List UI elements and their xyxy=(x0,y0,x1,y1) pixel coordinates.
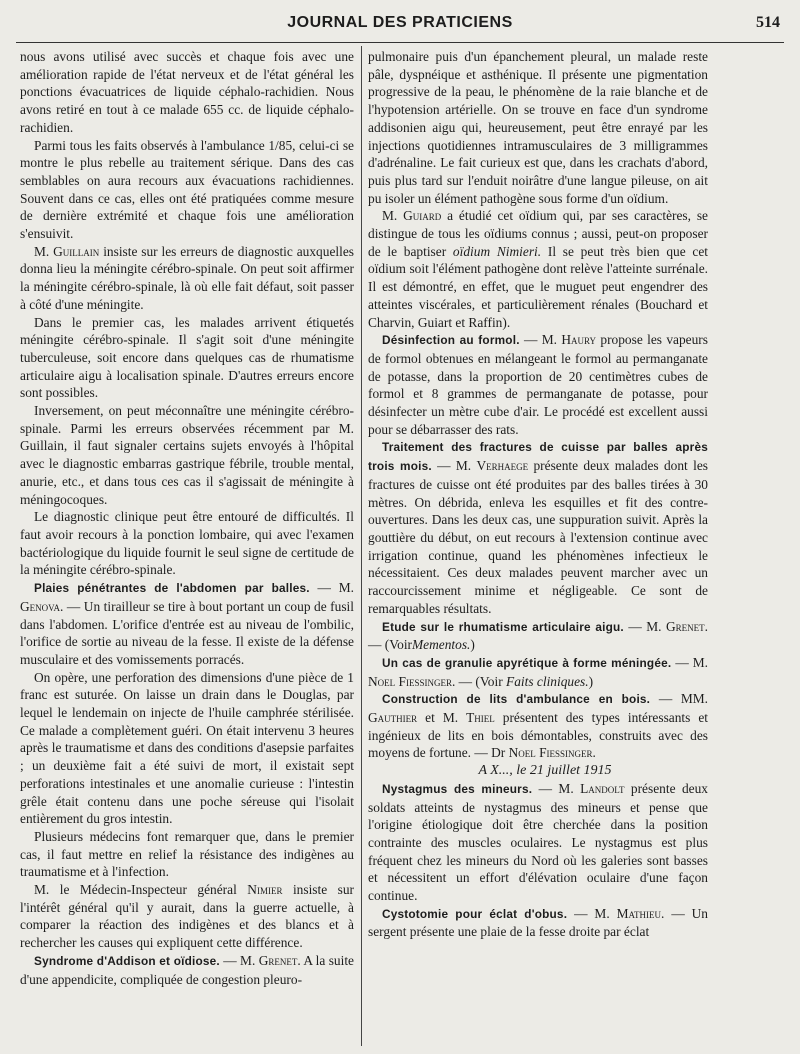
right-column xyxy=(368,48,708,941)
author-name: Grenet. xyxy=(665,618,708,634)
paragraph: On opère, une perforation des dimensions d'une pièce de 1 franc est suturée. On laisse un drain dans le Douglas, par lequel le lendemain on injecte de l'huile camphrée stérilisée. Ce malade a complètement guéri. On était intervenu 3 heures après le traumatisme et dans des conditions d'asepsie parfaites ; un deuxième fait a été suivi de mort, il existait sept perforations intestinales et une anomalie curieuse : l'intestin grêle était contenu dans une poche séreuse qui l'isolait entièrement du gros intestin. xyxy=(20,669,354,827)
section-heading: Traitement des fractures de cuisse par balles après trois mois. xyxy=(368,440,708,474)
section-paragraph xyxy=(20,952,354,988)
text: — M. xyxy=(524,332,557,348)
text: insiste sur l'intérêt général qu'il y aurait, dans la guerre actuelle, à comparer la réaction des indigènes et des blancs et à rechercher les causes qui expliquent cette différence. xyxy=(20,882,355,951)
section-paragraph xyxy=(368,905,708,941)
text: A la suite d'une appendicite, compliquée de congestion pleuro- xyxy=(20,952,354,987)
section-heading: Nystagmus des mineurs. xyxy=(382,781,533,796)
section-paragraph xyxy=(368,780,708,905)
text: — M. xyxy=(223,952,256,968)
text: — M. xyxy=(675,654,708,670)
left-column xyxy=(20,48,354,988)
author-name: Haury xyxy=(561,332,597,348)
section-heading: Un cas de granulie apyrétique à forme méningée. xyxy=(382,655,672,670)
section-heading: Construction de lits d'ambulance en bois. xyxy=(382,692,651,707)
text: — Un tirailleur se tire à bout portant un coup de fusil dans l'abdomen. L'orifice d'entrée est au niveau de l'ombilic, l'orifice de sortie au niveau de la fesse. Il existe de la défense musculaire et des vomissements porracés. xyxy=(20,598,354,667)
italic-term: oïdium Nimieri. xyxy=(452,243,542,259)
paragraph: nous avons utilisé avec succès et chaque fois avec une amélioration rapide de l'état nerveux et de l'état général les ponctions évacuatrices de liquide céphalo-rachidien. Nous avons retiré en tout à ce malade 655 cc. de liquide céphalo-rachidien. xyxy=(20,49,354,135)
text: — MM. xyxy=(658,691,708,707)
text: ) xyxy=(470,637,475,653)
paragraph xyxy=(20,881,354,952)
section-heading: Cystotomie pour éclat d'obus. xyxy=(382,906,568,921)
page-header xyxy=(0,12,800,38)
paragraph: Dans le premier cas, les malades arrivent étiquetés méningite cérébro-spinale. Il s'agit soit d'une méningite tuberculeuse, soit encore dans quelques cas de rhumatisme articulaire aigu à localisation spinale. D'autres erreurs encore sont possibles. xyxy=(20,314,354,401)
author-name: Gauthier xyxy=(368,710,418,726)
section-heading: Etude sur le rhumatisme articulaire aigu. xyxy=(382,619,624,634)
text: M. xyxy=(382,208,398,224)
section-paragraph xyxy=(368,618,708,654)
header-rule xyxy=(16,42,784,43)
paragraph: Parmi tous les faits observés à l'ambulance 1/85, celui-ci se montre le plus rebelle au traitement sérique. Dans des cas semblables on aura recours aux évacuations rachidiennes. Souvent dans ce cas, elles ont été pratiquées comme mesure de dernière extrémité et chaque fois une amélioration s'ensuivit. xyxy=(20,137,354,242)
section-heading: Plaies pénétrantes de l'abdomen par balles. xyxy=(34,581,310,596)
text: M. xyxy=(34,243,50,259)
section-paragraph xyxy=(368,654,708,690)
author-name: Noel Fiessinger. xyxy=(368,673,456,689)
section-paragraph xyxy=(368,690,708,762)
text: a étudié cet oïdium qui, par ses caractères, se distingue de tous les oïdiums connus ; aussi, peut-on proposer de le baptiser xyxy=(368,208,708,259)
author-name: Verhaege xyxy=(476,458,529,474)
author-name: Nimier xyxy=(247,882,283,898)
column-divider xyxy=(361,46,362,1046)
dateline: A X..., le 21 juillet 1915 xyxy=(478,763,612,779)
section-heading: Syndrome d'Addison et oïdiose. xyxy=(34,953,220,968)
author-name: Landolt xyxy=(580,780,625,796)
section-paragraph xyxy=(368,331,708,438)
author-name: Grenet. xyxy=(258,952,301,968)
paragraph: Plusieurs médecins font remarquer que, dans le premier cas, il faut mettre en relief la résistance des indigènes au traumatisme et à l'infection. xyxy=(20,828,354,880)
text: — (Voir xyxy=(458,673,503,689)
paragraph xyxy=(368,207,708,331)
section-heading: Désinfection au formol. xyxy=(382,333,520,348)
text: présentent des types intéressants et ingénieux de lits en bois démontables, construits avec des moyens de fortune. — Dr xyxy=(368,710,709,761)
author-name: Genova. xyxy=(20,598,64,614)
text: — (Voir xyxy=(368,637,413,653)
section-paragraph xyxy=(368,438,708,617)
author-name: Thiel xyxy=(466,710,495,726)
text: — M. xyxy=(437,458,472,474)
text: — M. xyxy=(538,780,574,796)
signature-name: Noel Fiessinger. xyxy=(508,745,596,761)
italic-reference: Faits cliniques. xyxy=(506,673,589,689)
text: propose les vapeurs de formol obtenues en mélangeant le formol au permanganate de potasse, dans la proportion de 20 centimètres cubes de formol et 8 grammes de permanganate de potasse, pour désinfecter un mètre cube d'air. Le procédé est excellent aussi pour se débarrasser des rats. xyxy=(368,332,708,437)
author-name: Guiard xyxy=(403,208,442,224)
author-name: Guillain xyxy=(53,243,100,259)
text: ) xyxy=(588,673,594,689)
text: présente deux malades dont les fractures de cuisse ont été produites par des balles tirées à 30 mètres. On débrida, enleva les esquilles et fit des contre-ouvertures. Dans les deux cas, une suppuration suivit. Après la gouttière du début, on eut recours à l'extension continue avec irrigation continue, quand les phénomènes infectieux le nécessitaient. Ces deux malades peuvent marcher avec un raccourcissement minime et négligeable. Ce sont de remarquables résultats. xyxy=(368,458,708,616)
text: présente deux soldats atteints de nystagmus des mineurs et pense que l'origine étiologique doit être cherchée dans la position contrainte des muscles oculaires. Le nystagmus est plus fréquent chez les mineurs du Nord où les galeries sont basses et nécessitent un effort d'élévation oculaire d'une façon continue. xyxy=(368,780,708,904)
journal-title: JOURNAL DES PRATICIENS xyxy=(287,14,513,31)
author-name: Mathieu. xyxy=(616,905,665,921)
text: — M. xyxy=(574,905,610,921)
paragraph: pulmonaire puis d'un épanchement pleural, un malade reste pâle, dyspnéique et asthénique. Il présente une pigmentation progressive de la peau, le phénomène de la raie blanche et de l'hypotension artérielle. On se trouve en face d'un syndrome addisonien aigu qui, heureusement, peut être enrayé par les injections quotidiennes intramusculaires de 3 milligrammes d'adrénaline. Le fait curieux est que, dans les crachats d'abord, puis plus tard sur l'enduit noirâtre d'une langue pileuse, on ait pu isoler un élément pathogène sous forme d'un oïdium. xyxy=(368,49,708,206)
page-number: 514 xyxy=(756,14,780,31)
text: — M. xyxy=(317,580,354,596)
text: Il se peut très bien que cet oïdium soit l'élément pathogène dont relève l'atteinte surrénale. Il est démontré, en effet, que le muguet peut engendrer des atteintes viscérales, et particulièrement rénales (Bouchard et Charvin, Guiart et Raffin). xyxy=(368,243,709,330)
italic-reference: Mementos. xyxy=(412,637,471,653)
text: et M. xyxy=(425,710,459,726)
paragraph: Inversement, on peut méconnaître une méningite cérébro-spinale. Parmi les erreurs observées récemment par M. Guillain, il faut signaler certains sujets envoyés à l'hôpital avec le diagnostic embarras gastrique fébrile, trouble mental, anurie, etc., et dans tous ces cas il s'agissait de méningite à méningocoques. xyxy=(20,403,354,507)
text: — M. xyxy=(628,618,662,634)
paragraph xyxy=(20,243,354,314)
paragraph: Le diagnostic clinique peut être entouré de difficultés. Il faut avoir recours à la ponction lombaire, qui avec l'examen bactériologique du liquide fournit le seul signe de certitude de la méningite cérébro-spinale. xyxy=(20,509,354,578)
section-paragraph xyxy=(20,579,354,669)
text: — Un sergent présente une plaie de la fesse droite par éclat xyxy=(368,905,708,940)
text: insiste sur les erreurs de diagnostic auxquelles donna lieu la méningite cérébro-spinale. On peut soit affirmer la méningite cérébro-spinale, là où elle fait défaut, soit passer à côté d'une méningite. xyxy=(20,243,354,312)
text: M. le Médecin-Inspecteur général xyxy=(34,882,237,898)
